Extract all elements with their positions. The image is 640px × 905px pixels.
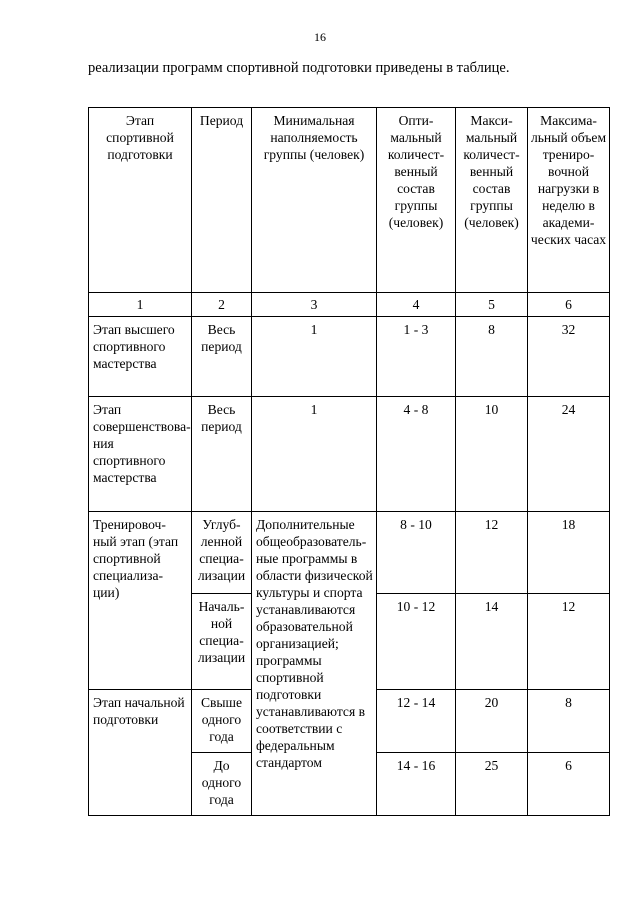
header-stage: Этап спортивной подготовки <box>89 108 192 293</box>
period-cell: Началь-ной специа-лизации <box>192 594 252 690</box>
table-row <box>89 317 610 397</box>
max-size-cell: 25 <box>456 753 528 816</box>
optimal-size-cell: 1 - 3 <box>377 317 456 397</box>
optimal-size-cell: 10 - 12 <box>377 594 456 690</box>
max-load-cell: 6 <box>528 753 610 816</box>
stage-cell: Этап высшего спортивного мастерства <box>89 317 192 397</box>
column-number: 4 <box>377 293 456 317</box>
period-cell: Свыше одного года <box>192 690 252 753</box>
period-cell: До одного года <box>192 753 252 816</box>
period-cell: Весь период <box>192 317 252 397</box>
max-load-cell: 24 <box>528 397 610 512</box>
training-groups-table <box>88 107 610 816</box>
header-optimal-size: Опти-мальный количест-венный состав группы (человек) <box>377 108 456 293</box>
table-header-row <box>89 108 610 293</box>
min-size-cell: 1 <box>252 317 377 397</box>
header-min-size: Минимальная наполняемость группы (человек) <box>252 108 377 293</box>
max-size-cell: 10 <box>456 397 528 512</box>
stage-cell: Этап начальной подготовки <box>89 690 192 816</box>
period-cell: Углуб-ленной специа-лизации <box>192 512 252 594</box>
max-size-cell: 20 <box>456 690 528 753</box>
max-load-cell: 8 <box>528 690 610 753</box>
table-row <box>89 397 610 512</box>
program-note-cell: Дополнительные общеобразователь-ные программы в области физической культуры и спорта устанавливаются образовательной организацией; программы спортивной подготовки устанавливаются в соответствии с федеральным стандартом <box>252 512 377 816</box>
column-number: 6 <box>528 293 610 317</box>
optimal-size-cell: 12 - 14 <box>377 690 456 753</box>
optimal-size-cell: 8 - 10 <box>377 512 456 594</box>
column-number: 1 <box>89 293 192 317</box>
min-size-cell: 1 <box>252 397 377 512</box>
header-max-size: Макси-мальный количест-венный состав группы (человек) <box>456 108 528 293</box>
max-load-cell: 18 <box>528 512 610 594</box>
max-size-cell: 12 <box>456 512 528 594</box>
column-number: 5 <box>456 293 528 317</box>
max-load-cell: 12 <box>528 594 610 690</box>
max-size-cell: 14 <box>456 594 528 690</box>
column-number: 3 <box>252 293 377 317</box>
max-load-cell: 32 <box>528 317 610 397</box>
stage-cell: Тренировоч-ный этап (этап спортивной специализа-ции) <box>89 512 192 690</box>
header-period: Период <box>192 108 252 293</box>
column-number-row <box>89 293 610 317</box>
optimal-size-cell: 14 - 16 <box>377 753 456 816</box>
intro-text: реализации программ спортивной подготовки приведены в таблице. <box>88 60 510 76</box>
column-number: 2 <box>192 293 252 317</box>
header-max-load: Максима-льный объем трениро-вочной нагрузки в неделю в академи-ческих часах <box>528 108 610 293</box>
page-number: 16 <box>314 30 326 44</box>
table-row <box>89 512 610 594</box>
stage-cell: Этап совершенствова-ния спортивного мастерства <box>89 397 192 512</box>
max-size-cell: 8 <box>456 317 528 397</box>
period-cell: Весь период <box>192 397 252 512</box>
optimal-size-cell: 4 - 8 <box>377 397 456 512</box>
